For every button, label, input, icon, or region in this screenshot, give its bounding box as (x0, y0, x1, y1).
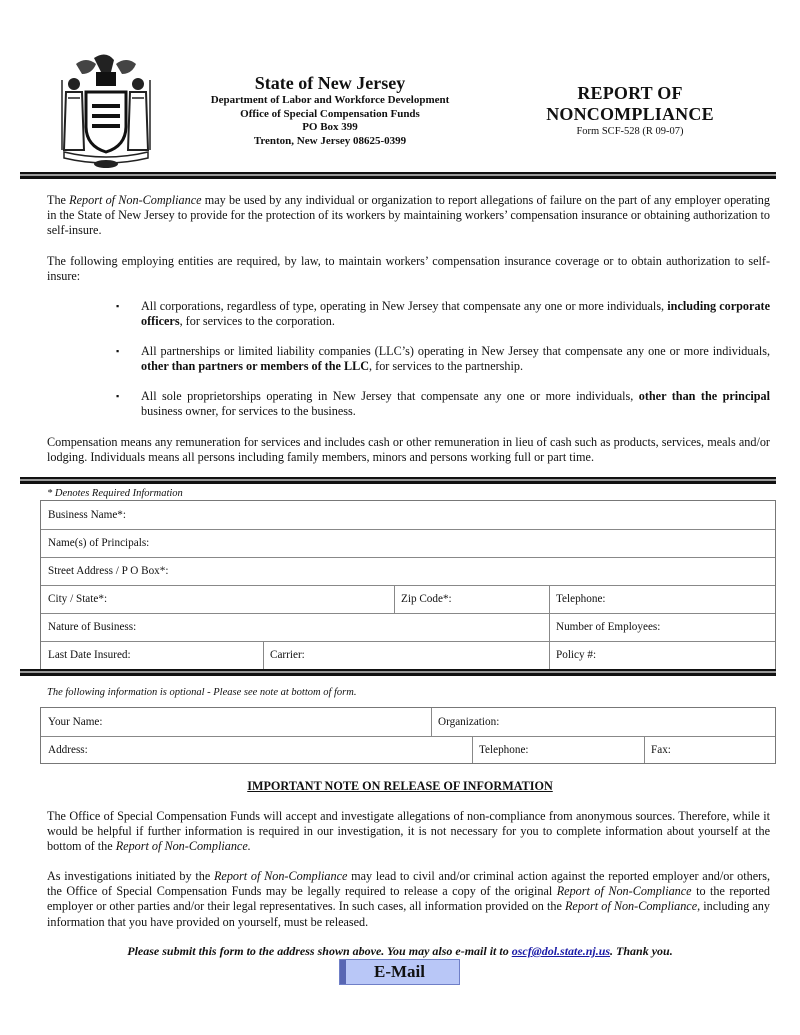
city-address: Trenton, New Jersey 08625-0399 (253, 134, 407, 147)
field-label: Organization: (438, 716, 500, 728)
form-divider-bottom (20, 669, 776, 677)
last-date-insured-field[interactable] (41, 641, 263, 669)
text: may be used by any individual or organization to report allegations of failure on the part of any employer operating in the State of New Jersey to provide for the protection of its workers by maintaining workers’ compensation insurance or obtaining authorization to self-insure. (47, 193, 770, 238)
intro-paragraph-2: The following employing entities are required, by law, to maintain workers’ compensation insurance coverage or to obtain authorization to self-insure: (47, 254, 770, 284)
email-button-label: E-Mail (374, 962, 425, 981)
business-name-field[interactable] (41, 501, 775, 529)
text: . Thank you. (610, 944, 673, 958)
important-paragraph-1 (47, 809, 770, 855)
field-label: Carrier: (270, 649, 305, 661)
bold-text: other than partners or members of the LLC (141, 359, 370, 374)
fax-field[interactable] (644, 736, 775, 763)
nature-of-business-field[interactable] (41, 613, 549, 641)
text: All corporations, regardless of type, operating in New Jersey that compensate any one or more individuals, (141, 299, 668, 313)
field-label: Telephone: (479, 743, 529, 756)
field-label: Zip Code*: (401, 593, 452, 605)
field-label: Street Address / P O Box*: (48, 565, 169, 577)
office-name: Office of Special Compensation Funds (240, 107, 420, 120)
policy-number-field[interactable] (549, 641, 775, 669)
zip-code-field[interactable] (394, 585, 549, 613)
report-title-line-1: REPORT OF (577, 83, 683, 103)
reporter-info-form (40, 707, 776, 764)
text: The Office of Special Compensation Funds will accept and investigate allegations of non-compliance from anonymous sources. Therefore, while it would be helpful if further information is required in our investigation, it is not necessary for you to complete information about yourself at the bottom of the (47, 809, 770, 854)
submit-instructions (0, 944, 800, 959)
state-name: State of New Jersey (254, 73, 406, 93)
important-paragraph-2 (47, 869, 770, 930)
header-divider (20, 172, 776, 180)
po-box: PO Box 399 (302, 121, 358, 133)
italic-text: Report of Non-Compliance (564, 899, 698, 914)
bullet-icon: ▪ (116, 346, 120, 356)
field-label: Address: (48, 743, 88, 756)
text: , for services to the partnership. (369, 359, 524, 374)
report-title-line-2: NONCOMPLIANCE (546, 104, 714, 124)
field-label: Business Name*: (48, 509, 126, 521)
your-name-field[interactable] (41, 708, 431, 736)
text: , for services to the corporation. (179, 314, 335, 329)
number-of-employees-field[interactable] (549, 613, 775, 641)
text: to the reported employer or other parties and/or their legal representatives. In such cases, all information provided on the (47, 884, 770, 914)
bullet-icon: ▪ (116, 301, 120, 311)
compensation-definition: Compensation means any remuneration for services and includes cash or other remuneration in lieu of cash such as products, services, meals and/or lodging. Individuals means all persons including family members, minors and persons working full or part time. (47, 435, 770, 465)
street-address-field[interactable] (41, 557, 775, 585)
field-label: City / State*: (48, 593, 108, 605)
italic-text: Report of Non-Compliance. (115, 839, 251, 854)
bullet-icon: ▪ (116, 391, 120, 401)
principals-field[interactable] (41, 529, 775, 557)
italic-text: Report of Non-Compliance (69, 193, 202, 207)
report-title-block (520, 83, 740, 138)
italic-text: Report of Non-Compliance (213, 869, 348, 883)
text: As investigations initiated by the (47, 869, 214, 883)
agency-header (190, 72, 470, 148)
field-label: Number of Employees: (556, 621, 661, 633)
telephone-field[interactable] (549, 585, 775, 613)
text: business owner, for services to the business. (141, 404, 356, 419)
reporter-telephone-field[interactable] (472, 736, 644, 763)
form-divider-top (20, 477, 776, 485)
field-label: Policy #: (556, 649, 597, 661)
carrier-field[interactable] (263, 641, 549, 669)
bold-text: other than the principal (638, 389, 771, 403)
field-label: Fax: (651, 743, 671, 756)
field-label: Telephone: (556, 593, 606, 605)
text: Please submit this form to the address shown above. You may also e-mail it to (127, 944, 512, 958)
important-note-title: IMPORTANT NOTE ON RELEASE OF INFORMATION (247, 779, 553, 793)
text: All sole proprietorships operating in New Jersey that compensate any one or more individuals, (141, 389, 639, 403)
field-label: Last Date Insured: (48, 649, 131, 661)
department-name: Department of Labor and Workforce Development (210, 94, 450, 106)
italic-text: Report of Non-Compliance (556, 884, 692, 899)
text: All partnerships or limited liability companies (LLC’s) operating in New Jersey that compensate any one or more individuals, (141, 344, 770, 358)
button-accent-strip (340, 960, 346, 984)
field-label: Your Name: (48, 716, 103, 728)
organization-field[interactable] (431, 708, 775, 736)
state-seal-icon (56, 50, 156, 170)
email-button[interactable] (339, 959, 460, 985)
field-label: Nature of Business: (48, 621, 137, 633)
email-link[interactable]: oscf@dol.state.nj.us (511, 944, 611, 958)
text: The (47, 193, 70, 207)
intro-paragraph-1 (47, 193, 770, 239)
text: may lead to civil and/or criminal action against the reported employer and/or others, the Office of Special Compensation Funds may be legally required to release a copy of the original (47, 869, 771, 899)
employer-info-form (40, 500, 776, 670)
bold-text: including corporate officers (141, 299, 770, 329)
required-note: * Denotes Required Information (47, 488, 183, 499)
address-field[interactable] (41, 736, 472, 763)
city-state-field[interactable] (41, 585, 394, 613)
optional-note: The following information is optional - Please see note at bottom of form. (47, 687, 357, 698)
text: , including any information that you have provided on yourself, must be released. (47, 899, 770, 929)
field-label: Name(s) of Principals: (48, 537, 150, 549)
form-number: Form SCF-528 (R 09-07) (576, 126, 684, 137)
